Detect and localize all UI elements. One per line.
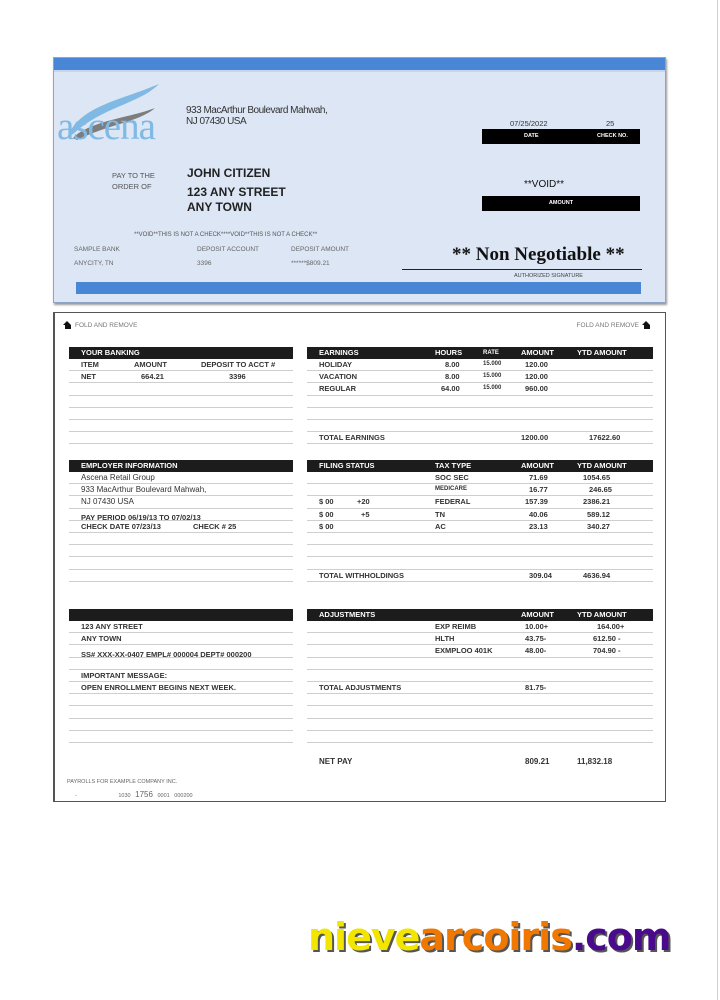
adjustments-header: ADJUSTMENTS AMOUNT YTD AMOUNT <box>307 609 653 621</box>
house-icon <box>642 321 651 329</box>
table-row: REGULAR 64.00 15.000 960.00 <box>307 383 653 395</box>
fold-remove-right: FOLD AND REMOVE <box>577 321 651 329</box>
table-row: HOLIDAY 8.00 15.000 120.00 <box>307 359 653 371</box>
table-row: HLTH 43.75- 612.50 - <box>307 633 653 645</box>
check-number: CHECK # 25 <box>193 521 237 531</box>
signature-line <box>402 269 642 270</box>
employee-street: 123 ANY STREET <box>81 622 143 631</box>
pay-to-label: PAY TO THE ORDER OF <box>112 171 155 191</box>
paycheck <box>53 57 666 303</box>
payee-town: ANY TOWN <box>187 200 252 214</box>
table-row: NET 664.21 3396 <box>69 371 293 383</box>
table-row: $ 00 +20 FEDERAL 157.39 2386.21 <box>307 496 653 508</box>
payroll-company: PAYROLLS FOR EXAMPLE COMPANY INC. <box>67 779 178 785</box>
void-amount: **VOID** <box>524 179 565 190</box>
check-top-bar <box>54 58 665 72</box>
employee-section <box>69 609 293 743</box>
banking-column-headers: ITEM AMOUNT DEPOSIT TO ACCT # <box>69 359 293 371</box>
check-number-value: 25 <box>606 119 615 128</box>
table-row: MEDICARE 16.77 246.65 <box>307 484 653 496</box>
non-negotiable-label: ** Non Negotiable ** <box>452 244 625 265</box>
employer-section <box>69 460 293 582</box>
adjustments-section <box>307 609 653 773</box>
withholdings-section <box>307 460 653 582</box>
payroll-codes: - 1030 1756 0001 000200 <box>75 790 193 799</box>
company-logo-text: ascena <box>57 105 155 148</box>
pay-period: PAY PERIOD 06/19/13 TO 07/02/13 <box>81 512 201 522</box>
employer-header: EMPLOYER INFORMATION <box>69 460 293 472</box>
message-label: IMPORTANT MESSAGE: <box>81 670 168 680</box>
table-row: $ 00 AC 23.13 340.27 <box>307 521 653 533</box>
banking-header: YOUR BANKING <box>69 347 293 359</box>
table-row: VACATION 8.00 15.000 120.00 <box>307 371 653 383</box>
bank-name: SAMPLE BANK <box>74 246 120 253</box>
employer-address-2: NJ 07430 USA <box>81 497 134 507</box>
payee-name: JOHN CITIZEN <box>187 166 271 180</box>
check-date: CHECK DATE 07/23/13 <box>81 521 161 531</box>
page-edge-line <box>717 0 718 1000</box>
table-row: EXP REIMB 10.00+ 164.00+ <box>307 621 653 633</box>
bank-city: ANYCITY, TN <box>74 260 114 267</box>
table-row: SOC SEC 71.69 1054.65 <box>307 472 653 484</box>
check-bottom-bar <box>76 282 641 294</box>
net-pay-row: NET PAY 809.21 11,832.18 <box>319 756 613 766</box>
house-icon <box>63 321 72 329</box>
company-address: 933 MacArthur Boulevard Mahwah, NJ 07430 USA <box>186 105 328 127</box>
table-row: EXMPLOO 401K 48.00- 704.90 - <box>307 645 653 657</box>
total-earnings-row: TOTAL EARNINGS 1200.00 17622.60 <box>307 432 653 444</box>
payee-street: 123 ANY STREET <box>187 185 286 199</box>
fold-remove-left: FOLD AND REMOVE <box>63 321 137 329</box>
table-row: $ 00 +5 TN 40.06 589.12 <box>307 509 653 521</box>
signature-label: AUTHORIZED SIGNATURE <box>514 273 583 279</box>
date-checkno-bar: DATE CHECK NO. <box>482 129 640 144</box>
banking-section <box>69 347 293 444</box>
check-date-value: 07/25/2022 <box>510 119 548 128</box>
earnings-section <box>307 347 653 444</box>
void-notice: **VOID**THIS IS NOT A CHECK****VOID**THIS IS NOT A CHECK** <box>134 232 318 238</box>
total-withholdings-row: TOTAL WITHHOLDINGS 309.04 4636.94 <box>307 570 653 582</box>
employer-address-1: 933 MacArthur Boulevard Mahwah, <box>81 485 207 495</box>
pay-stub <box>53 312 666 802</box>
important-message: OPEN ENROLLMENT BEGINS NEXT WEEK. <box>81 682 237 692</box>
withholdings-header: FILING STATUS TAX TYPE AMOUNT YTD AMOUNT <box>307 460 653 472</box>
deposit-account-label: DEPOSIT ACCOUNT <box>197 246 260 253</box>
watermark-logo: nievearcoiris.com <box>308 915 671 959</box>
employee-ids: SS# XXX-XX-0407 EMPL# 000004 DEPT# 000200 <box>81 650 252 660</box>
amount-bar: AMOUNT <box>482 196 640 211</box>
deposit-amount-label: DEPOSIT AMOUNT <box>291 246 350 253</box>
deposit-amount-value: ******$809.21 <box>291 260 330 267</box>
deposit-account-value: 3396 <box>197 260 212 267</box>
employee-header <box>69 609 293 621</box>
total-adjustments-row: TOTAL ADJUSTMENTS 81.75- <box>307 682 653 694</box>
employee-town: ANY TOWN <box>81 634 122 644</box>
employer-name: Ascena Retail Group <box>81 473 155 482</box>
payee-block <box>187 166 286 215</box>
earnings-header: EARNINGS HOURS RATE AMOUNT YTD AMOUNT <box>307 347 653 359</box>
